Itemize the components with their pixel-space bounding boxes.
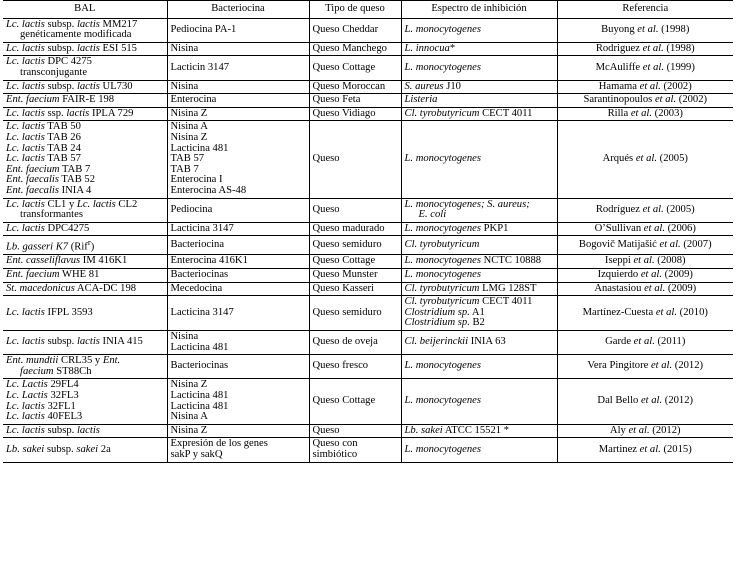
cell-espectro-line: Cl. tyrobutyricum CECT 4011: [404, 296, 533, 308]
table-row: [3, 424, 733, 438]
cell-bal: [3, 121, 167, 198]
cell-espectro-line: E. coli: [418, 209, 447, 221]
cell-referencia: Rilla et al. (2003): [557, 107, 733, 121]
cell-referencia: Izquierdo et al. (2009): [557, 269, 733, 283]
cell-bacteriocina-line: Bacteriocinas: [170, 269, 229, 280]
cell-bal: [3, 438, 167, 462]
cell-referencia: Bogovič Matijašić et al. (2007): [557, 236, 733, 255]
cell-bal: [3, 42, 167, 56]
cell-espectro: [401, 255, 557, 269]
cell-espectro: [401, 42, 557, 56]
cell-bacteriocina-line: TAB 57: [170, 153, 205, 165]
cell-bal-line: Ent. faecium WHE 81: [6, 269, 100, 280]
cell-tipo-queso: Queso: [309, 198, 401, 222]
cell-bal-line: Lc. lactis 40FEL3: [6, 411, 83, 423]
cell-referencia: Martinez et al. (2015): [557, 438, 733, 462]
table-row: [3, 80, 733, 94]
cell-bacteriocina: [167, 121, 309, 198]
cell-tipo-queso: Queso semiduro: [309, 236, 401, 255]
cell-bacteriocina: [167, 330, 309, 354]
bacteriocin-table: [3, 0, 733, 463]
cell-referencia: Vera Pingitore et al. (2012): [557, 355, 733, 379]
cell-bacteriocina-line: Nisina: [170, 42, 199, 54]
cell-bacteriocina-line: Nisina Z: [170, 131, 208, 143]
cell-bal: [3, 107, 167, 121]
table-row: [3, 355, 733, 379]
cell-tipo-queso: Queso fresco: [309, 355, 401, 379]
cell-bacteriocina: [167, 296, 309, 331]
cell-espectro-line: L. monocytogenes: [404, 61, 481, 73]
cell-espectro: [401, 269, 557, 283]
cell-bal: [3, 269, 167, 283]
cell-referencia: Arqués et al. (2005): [557, 121, 733, 198]
cell-espectro-line: L. monocytogenes: [404, 23, 481, 35]
cell-bacteriocina: [167, 94, 309, 108]
cell-bal-line: Ent. faecium TAB 7: [6, 163, 91, 175]
cell-bacteriocina-line: Bacteriocinas: [170, 360, 229, 372]
table-row: [3, 107, 733, 121]
cell-bacteriocina-line: sakP y sakQ: [170, 448, 223, 460]
cell-bacteriocina-line: Nisina: [170, 80, 199, 92]
cell-bal-line: Lc. Lactis 32FL3: [6, 389, 79, 401]
cell-bal-line: Ent. faecalis TAB 52: [6, 174, 96, 186]
cell-espectro-line: L. monocytogenes: [404, 360, 481, 372]
table-row: [3, 56, 733, 80]
cell-espectro: [401, 355, 557, 379]
cell-bacteriocina-line: Lacticina 481: [170, 400, 229, 412]
table-row: [3, 121, 733, 198]
cell-referencia: Aly et al. (2012): [557, 424, 733, 438]
cell-espectro-line: Clostridium sp. A1: [404, 306, 485, 318]
cell-tipo-queso: Queso Manchego: [309, 42, 401, 56]
table-row: [3, 255, 733, 269]
cell-bacteriocina: [167, 282, 309, 296]
cell-referencia: Hamama et al. (2002): [557, 80, 733, 94]
cell-espectro: [401, 94, 557, 108]
cell-referencia: McAuliffe et al. (1999): [557, 56, 733, 80]
cell-bacteriocina-line: Enterocina 416K1: [170, 255, 248, 267]
cell-bal: [3, 94, 167, 108]
cell-bal: [3, 330, 167, 354]
cell-bal: [3, 56, 167, 80]
cell-espectro: [401, 80, 557, 94]
cell-bal: [3, 424, 167, 438]
cell-espectro: [401, 18, 557, 42]
cell-referencia: Anastasiou et al. (2009): [557, 282, 733, 296]
cell-tipo-queso: Queso Cottage: [309, 255, 401, 269]
cell-espectro: [401, 379, 557, 424]
cell-espectro: [401, 330, 557, 354]
cell-bacteriocina-line: Lacticina 3147: [170, 306, 234, 318]
cell-referencia: Iseppi et al. (2008): [557, 255, 733, 269]
cell-espectro-line: L. monocytogenes PKP1: [404, 222, 509, 234]
cell-bacteriocina-line: Lacticina 3147: [170, 222, 234, 234]
cell-tipo-queso: Queso Moroccan: [309, 80, 401, 94]
cell-tipo-queso: Queso Kasseri: [309, 282, 401, 296]
cell-bacteriocina-line: Mecedocina: [170, 282, 223, 294]
cell-bal: [3, 222, 167, 236]
cell-espectro: [401, 438, 557, 462]
cell-tipo-queso: Queso Munster: [309, 269, 401, 283]
cell-espectro: [401, 424, 557, 438]
cell-bal-line: Lb. gasseri K7 (Rif$^r$): [6, 237, 95, 253]
cell-bacteriocina: [167, 56, 309, 80]
table-row: [3, 42, 733, 56]
cell-espectro-line: L. innocua*: [404, 42, 456, 54]
cell-espectro-line: Cl. tyrobutyricum LMG 128ST: [404, 282, 537, 294]
cell-bal-line: Lc. lactis DPC4275: [6, 222, 90, 234]
cell-bal-line: Lc. lactis DPC 4275: [6, 56, 92, 68]
cell-espectro-line: Clostridium sp. B2: [404, 317, 485, 329]
cell-bal-line: Ent. casseliflavus IM 416K1: [6, 255, 128, 267]
cell-bacteriocina-line: Bacteriocina: [170, 239, 225, 251]
header-bacteriocina: Bacteriocina: [167, 1, 309, 19]
cell-bal-line: Lc. lactis subsp. lactis ESI 515: [6, 42, 137, 54]
cell-bal-line: Lc. Lactis 29FL4: [6, 379, 79, 391]
cell-bacteriocina: [167, 355, 309, 379]
table-row: [3, 18, 733, 42]
cell-tipo-queso: Queso: [309, 424, 401, 438]
cell-bal-line: Lb. sakei subsp. sakei 2a: [6, 443, 111, 455]
cell-bacteriocina-line: Nisina Z: [170, 107, 208, 119]
cell-bal: [3, 236, 167, 255]
cell-bal-line: Ent. faecalis INIA 4: [6, 184, 92, 196]
table-row: [3, 198, 733, 222]
header-espectro: Espectro de inhibición: [401, 1, 557, 19]
cell-bacteriocina-line: Enterocina AS-48: [170, 184, 247, 196]
cell-bal-line: Lc. lactis 32FL1: [6, 400, 76, 412]
header-tipo-queso: Tipo de queso: [309, 1, 401, 19]
cell-bal-line: faecium ST88Ch: [20, 365, 92, 377]
cell-bacteriocina-line: Pediocina PA-1: [170, 23, 237, 35]
cell-bal-line: genéticamente modificada: [20, 29, 132, 41]
cell-bal: [3, 296, 167, 331]
cell-referencia: Dal Bello et al. (2012): [557, 379, 733, 424]
cell-bal: [3, 198, 167, 222]
cell-referencia: O’Sullivan et al. (2006): [557, 222, 733, 236]
table-body: [3, 18, 733, 462]
cell-espectro-line: Cl. tyrobutyricum CECT 4011: [404, 107, 533, 119]
cell-bal-line: Lc. lactis IFPL 3593: [6, 306, 93, 318]
cell-bacteriocina-line: Pediocina: [170, 203, 213, 215]
cell-espectro-line: L. monocytogenes: [404, 443, 481, 455]
cell-tipo-queso: Queso Feta: [309, 94, 401, 108]
cell-espectro-line: S. aureus J10: [404, 80, 461, 92]
cell-tipo-queso: Queso Cheddar: [309, 18, 401, 42]
cell-bacteriocina-line: Lacticina 481: [170, 389, 229, 401]
cell-tipo-queso: Queso semiduro: [309, 296, 401, 331]
cell-espectro-line: Lb. sakei ATCC 15521 *: [404, 424, 509, 436]
cell-bacteriocina: [167, 222, 309, 236]
cell-bacteriocina: [167, 198, 309, 222]
cell-tipo-queso: Queso madurado: [309, 222, 401, 236]
cell-bacteriocina: [167, 269, 309, 283]
cell-bacteriocina: [167, 438, 309, 462]
cell-bacteriocina: [167, 379, 309, 424]
cell-tipo-queso: Queso Cottage: [309, 379, 401, 424]
cell-bal-line: Lc. lactis subsp. lactis UL730: [6, 80, 133, 92]
cell-bacteriocina: [167, 424, 309, 438]
table-row: [3, 269, 733, 283]
cell-espectro-line: Cl. tyrobutyricum: [404, 239, 480, 251]
cell-bal: [3, 379, 167, 424]
cell-referencia: Rodriguez et al. (1998): [557, 42, 733, 56]
table-row: [3, 330, 733, 354]
cell-tipo-queso: Queso con simbiótico: [309, 438, 401, 462]
cell-bacteriocina-line: Nisina Z: [170, 379, 208, 391]
cell-espectro-line: L. monocytogenes NCTC 10888: [404, 255, 542, 267]
table-row: [3, 222, 733, 236]
cell-referencia: Garde et al. (2011): [557, 330, 733, 354]
cell-tipo-queso: Queso de oveja: [309, 330, 401, 354]
table-row: [3, 282, 733, 296]
cell-bal-line: Ent. faecium FAIR-E 198: [6, 94, 115, 106]
table-row: [3, 296, 733, 331]
cell-tipo-queso: Queso Cottage: [309, 56, 401, 80]
cell-tipo-queso: Queso Vidiago: [309, 107, 401, 121]
cell-espectro: [401, 121, 557, 198]
cell-tipo-queso: Queso: [309, 121, 401, 198]
cell-espectro-line: Listeria: [404, 94, 438, 106]
cell-bacteriocina: [167, 18, 309, 42]
cell-espectro: [401, 236, 557, 255]
cell-espectro-line: L. monocytogenes: [404, 395, 481, 407]
header-referencia: Referencia: [557, 1, 733, 19]
cell-espectro-line: L. monocytogenes: [404, 153, 481, 165]
table-row: [3, 94, 733, 108]
cell-bacteriocina: [167, 42, 309, 56]
cell-bacteriocina-line: TAB 7: [170, 163, 199, 175]
cell-espectro: [401, 222, 557, 236]
cell-bacteriocina: [167, 236, 309, 255]
cell-referencia: Buyong et al. (1998): [557, 18, 733, 42]
cell-espectro: [401, 282, 557, 296]
cell-espectro-line: L. monocytogenes: [404, 269, 481, 280]
cell-espectro: [401, 296, 557, 331]
cell-bacteriocina-line: Nisina A: [170, 411, 208, 423]
cell-bacteriocina-line: Lacticina 481: [170, 341, 229, 353]
cell-bal: [3, 18, 167, 42]
cell-bal: [3, 355, 167, 379]
cell-bal-line: Lc. lactis TAB 50: [6, 121, 81, 133]
header-row: [3, 1, 733, 19]
cell-bacteriocina-line: Lacticina 481: [170, 142, 229, 154]
cell-bal-line: Lc. lactis ssp. lactis IPLA 729: [6, 107, 134, 119]
cell-bacteriocina-line: Nisina: [170, 330, 199, 342]
cell-bal-line: Lc. lactis subsp. lactis INIA 415: [6, 336, 143, 348]
cell-bal-line: transformantes: [20, 209, 83, 221]
cell-bacteriocina-line: Enterocina: [170, 94, 217, 106]
cell-bal-line: Lc. lactis subsp. lactis MM217: [6, 18, 138, 30]
cell-bacteriocina-line: Nisina Z: [170, 424, 208, 436]
cell-bal: [3, 282, 167, 296]
cell-bal-line: transconjugante: [20, 66, 88, 78]
cell-bal: [3, 255, 167, 269]
table-row: [3, 379, 733, 424]
cell-espectro-line: Cl. beijerinckii INIA 63: [404, 336, 506, 348]
cell-bacteriocina-line: Lacticin 3147: [170, 61, 230, 73]
cell-referencia: Rodríguez et al. (2005): [557, 198, 733, 222]
table-container: [3, 0, 733, 463]
cell-bacteriocina-line: Expresión de los genes: [170, 438, 268, 450]
header-bal: BAL: [3, 1, 167, 19]
cell-bal-line: Lc. lactis TAB 24: [6, 142, 81, 154]
cell-bal-line: Lc. lactis TAB 57: [6, 153, 81, 165]
cell-bal-line: Lc. lactis CL1 y Lc. lactis CL2: [6, 198, 138, 210]
cell-bacteriocina-line: Enterocina I: [170, 174, 223, 186]
cell-bal-line: Ent. mundtii CRL35 y Ent.: [6, 355, 121, 367]
cell-bacteriocina: [167, 255, 309, 269]
cell-bal-line: Lc. lactis TAB 26: [6, 131, 81, 143]
cell-espectro: [401, 56, 557, 80]
cell-espectro: [401, 198, 557, 222]
cell-espectro: [401, 107, 557, 121]
table-row: [3, 438, 733, 462]
cell-bal-line: St. macedonicus ACA-DC 198: [6, 282, 137, 294]
cell-bacteriocina-line: Nisina A: [170, 121, 208, 133]
cell-bal: [3, 80, 167, 94]
cell-bacteriocina: [167, 107, 309, 121]
table-row: [3, 236, 733, 255]
cell-referencia: Martínez-Cuesta et al. (2010): [557, 296, 733, 331]
cell-referencia: Sarantinopoulos et al. (2002): [557, 94, 733, 108]
cell-bacteriocina: [167, 80, 309, 94]
cell-bal-line: Lc. lactis subsp. lactis: [6, 424, 100, 436]
cell-espectro-line: L. monocytogenes; S. aureus;: [404, 198, 530, 210]
